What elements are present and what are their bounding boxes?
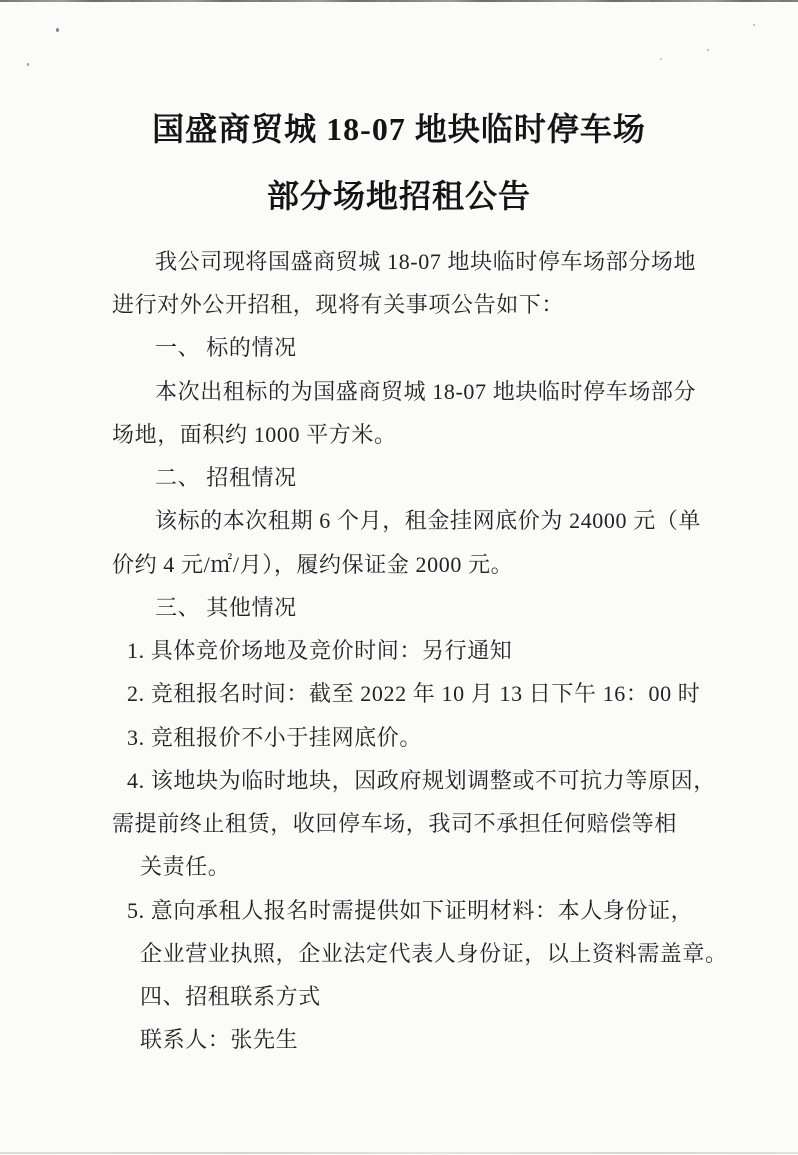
document-title-line1: 国盛商贸城 18-07 地块临时停车场 — [152, 111, 646, 147]
scan-speck — [707, 49, 709, 51]
item-4-line-3: 关责任。 — [140, 854, 231, 879]
section-2-body-line-1: 该标的本次租期 6 个月，租金挂网底价为 24000 元（单 — [155, 508, 702, 533]
item-5-line-1: 5. 意向承租人报名时需提供如下证明材料：本人身份证， — [127, 898, 694, 923]
scan-artifact-top-edge — [0, 0, 798, 2]
document-title-line2: 部分场地招租公告 — [266, 178, 531, 214]
item-4-line-2: 需提前终止租赁，收回停车场，我司不承担任何赔偿等相 — [112, 811, 678, 836]
section-3-heading: 三、 其他情况 — [155, 595, 297, 620]
scan-speck — [753, 24, 755, 26]
item-1: 1. 具体竞价场地及竞价时间：另行通知 — [127, 638, 513, 663]
item-3: 3. 竞租报价不小于挂网底价。 — [127, 725, 423, 750]
scan-speck — [27, 63, 29, 66]
section-1-heading: 一、 标的情况 — [155, 335, 297, 360]
intro-line-2: 进行对外公开招租，现将有关事项公告如下： — [112, 292, 565, 317]
scan-speck — [660, 58, 662, 60]
scan-speck — [56, 28, 59, 32]
contact-person-line: 联系人：张先生 — [140, 1027, 299, 1052]
section-2-heading: 二、 招租情况 — [155, 465, 297, 490]
section-4-heading: 四、招租联系方式 — [140, 984, 321, 1009]
section-1-body-line-1: 本次出租标的为国盛商贸城 18-07 地块临时停车场部分 — [155, 379, 697, 404]
item-4-line-1: 4. 该地块为临时地块，因政府规划调整或不可抗力等原因， — [127, 768, 716, 793]
section-2-body-line-2: 价约 4 元/㎡/月），履约保证金 2000 元。 — [112, 552, 514, 577]
item-2: 2. 竞租报名时间：截至 2022 年 10 月 13 日下午 16：00 时 — [127, 681, 701, 706]
item-5-line-2: 企业营业执照，企业法定代表人身份证，以上资料需盖章。 — [140, 941, 728, 966]
intro-line-1: 我公司现将国盛商贸城 18-07 地块临时停车场部分场地 — [155, 249, 697, 274]
scan-artifact-bottom-edge — [0, 1152, 798, 1154]
section-1-body-line-2: 场地，面积约 1000 平方米。 — [112, 422, 397, 447]
